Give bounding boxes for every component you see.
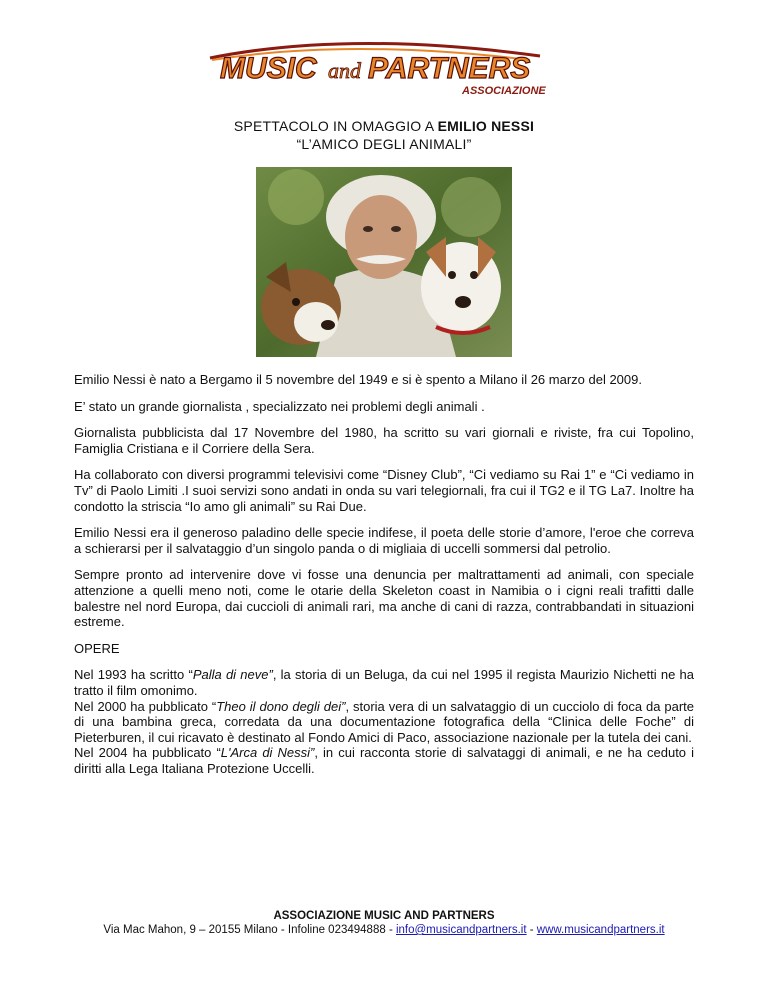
opera-title: Palla di neve” — [192, 667, 273, 683]
paragraph-journalist: E’ stato un grande giornalista , specializzato nei problemi degli animali . — [74, 398, 485, 414]
website-link[interactable]: www.musicandpartners.it — [536, 924, 665, 936]
page-title — [0, 117, 768, 153]
paragraph-paladin: Emilio Nessi era il generoso paladino delle specie indifese, il poeta delle storie d’amore, l'eroe che correva a schierarsi per il salvataggio d’un singolo panda o di migliaia di uccelli sommersi dal petrolio. — [74, 525, 694, 556]
opera-title: Theo il dono degli dei” — [216, 698, 346, 714]
opera-arca-di-nessi: Nel 2004 ha pubblicato “L'Arca di Nessi”, in cui racconta storie di salvataggi di animali, e ne ha ceduto i diritti alla Lega Italiana Protezione Uccelli. — [74, 745, 695, 776]
logo-text-and: and — [328, 58, 361, 83]
portrait-photo — [256, 167, 512, 357]
logo-text-associazione: ASSOCIAZIONE — [462, 85, 546, 97]
paragraph-birth: Emilio Nessi è nato a Bergamo il 5 novembre del 1949 e si è spento a Milano il 26 marzo del 2009. — [74, 372, 642, 387]
logo-text-music: MUSIC — [220, 52, 317, 85]
footer — [0, 909, 768, 937]
paragraph-television: Ha collaborato con diversi programmi televisivi come “Disney Club”, “Ci vediamo su Rai 1” e “Ci vediamo in Tv” di Paolo Limiti .I suoi servizi sono andati in onda su vari telegiornali, fra cui il TG2 e il TG La7. Inoltre ha condotto la striscia “Io amo gli animali” su Rai Due. — [74, 467, 694, 514]
logo-text-partners: PARTNERS — [368, 52, 531, 85]
paragraph-publications: Giornalista pubblicista dal 17 Novembre del 1980, ha scritto su vari giornali e riviste, fra cui Topolino, Famiglia Cristiana e il Corriere della Sera. — [74, 425, 694, 456]
opera-theo: Nel 2000 ha pubblicato “Theo il dono degli dei”, storia vera di un salvataggio di un cucciolo di foca da parte di una bambina greca, corredata da una documentazione fotografica della “Clinica delle Foche” di Pieterburen, il cui ricavato è destinato al Fondo Amici di Paco, associazione nazionale per la tutela dei cani. — [74, 698, 695, 745]
email-link[interactable]: info@musicandpartners.it — [395, 924, 527, 936]
title-prefix: SPETTACOLO IN OMAGGIO A — [233, 118, 438, 134]
title-name: EMILIO NESSI — [437, 118, 535, 134]
footer-org-name: ASSOCIAZIONE MUSIC AND PARTNERS — [273, 910, 495, 922]
footer-contact: Via Mac Mahon, 9 – 20155 Milano - Infoline 023494888 - info@musicandpartners.it - www.musicandpartners.it — [103, 924, 665, 936]
opere-heading: OPERE — [74, 640, 120, 656]
biography-text — [74, 372, 694, 776]
opera-palla-di-neve: Nel 1993 ha scritto “Palla di neve”, la storia di un Beluga, da cui nel 1995 il regista Maurizio Nichetti ne ha tratto il film omonimo. — [74, 667, 694, 698]
title-line-1 — [0, 117, 768, 135]
portrait-with-dogs-image — [256, 167, 512, 357]
opera-title: L'Arca di Nessi” — [220, 745, 315, 761]
music-and-partners-logo — [200, 36, 560, 100]
logo-graphic — [200, 36, 560, 100]
footer-address: Via Mac Mahon, 9 – 20155 Milano - Infoline 023494888 - — [103, 924, 396, 936]
title-line-2: “L’AMICO DEGLI ANIMALI” — [296, 136, 472, 152]
paragraph-interventions: Sempre pronto ad intervenire dove vi fosse una denuncia per maltrattamenti ad animali, con speciale attenzione a quelli meno noti, come le otarie della Skeleton coast in Namibia o i cigni reali trafitti dalle balestre nel nord Europa, dai cuccioli di animali rari, ma anche di cani di razza, contrabbandati in situazioni estreme. — [74, 567, 694, 630]
